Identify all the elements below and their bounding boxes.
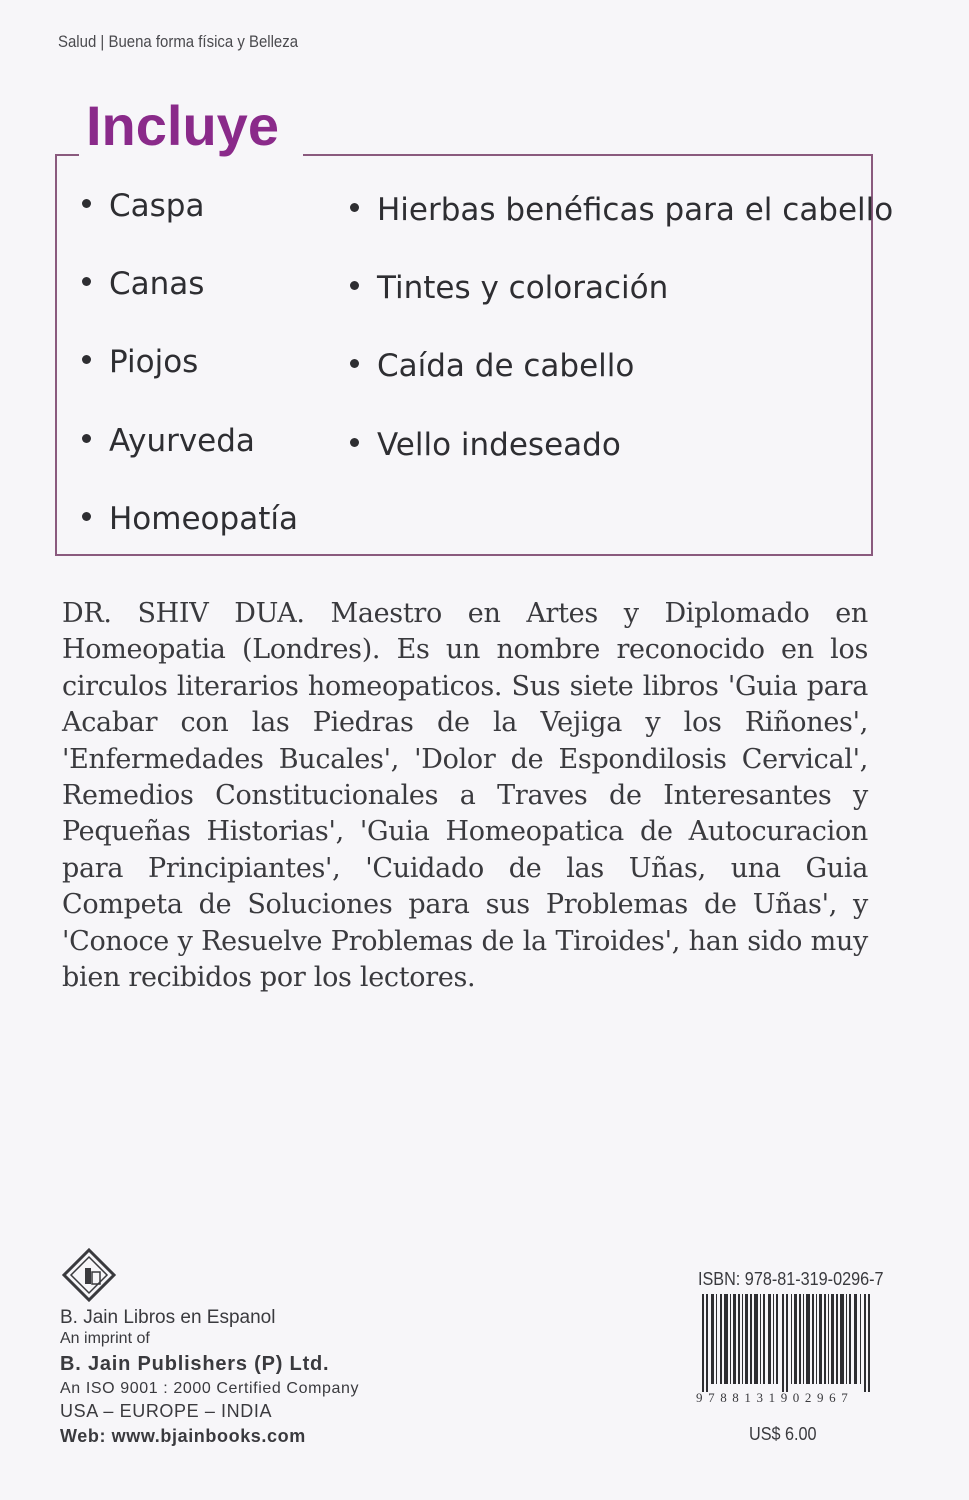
include-item: Ayurveda bbox=[82, 423, 255, 459]
isbn-label: ISBN: 978-81-319-0296-7 bbox=[698, 1269, 884, 1289]
bullet-icon bbox=[350, 203, 359, 212]
include-item: Piojos bbox=[82, 344, 198, 380]
bullet-icon bbox=[350, 281, 359, 290]
include-item: Caída de cabello bbox=[350, 348, 634, 384]
include-item: Tintes y coloración bbox=[350, 270, 668, 306]
website: Web: www.bjainbooks.com bbox=[60, 1426, 306, 1446]
regions: USA – EUROPE – INDIA bbox=[60, 1401, 273, 1421]
author-bio: DR. SHIV DUA. Maestro en Artes y Diplomado en Homeopatia (Londres). Es un nombre reconocido en los circulos literarios homeopaticos. Sus siete libros 'Guia para Acabar con las Piedras de la Vejiga y los Riñones', 'Enfermedades Bucales', 'Dolor de Espondilosis Cervical', Remedios Constitucionales a Traves de Interesantes y Pequeñas Historias', 'Guia Homeopatica de Autocuracion para Principiantes', 'Cuidado de las Uñas, una Guia Competa de Soluciones para sus Problemas de Uñas', y 'Conoce y Resuelve Problemas de la Tiroides', han sido muy bien recibidos por los lectores. bbox=[62, 598, 868, 994]
price-label: US$ 6.00 bbox=[749, 1424, 817, 1444]
include-item: Caspa bbox=[82, 188, 204, 224]
category-label: Salud | Buena forma física y Belleza bbox=[58, 32, 299, 51]
publisher-logo-icon bbox=[62, 1248, 116, 1302]
barcode-icon bbox=[702, 1294, 870, 1392]
include-item: Homeopatía bbox=[82, 501, 298, 537]
imprint-of: An imprint of bbox=[60, 1330, 150, 1347]
includes-title: Incluye bbox=[86, 94, 279, 157]
barcode-digits: 9788131902967 bbox=[696, 1390, 854, 1405]
bullet-icon bbox=[350, 438, 359, 447]
bullet-icon bbox=[82, 277, 91, 286]
imprint-name: B. Jain Libros en Espanol bbox=[60, 1307, 276, 1328]
include-item: Canas bbox=[82, 266, 204, 302]
include-item: Vello indeseado bbox=[350, 427, 621, 463]
bullet-icon bbox=[82, 199, 91, 208]
bullet-icon bbox=[82, 434, 91, 443]
certification: An ISO 9001 : 2000 Certified Company bbox=[60, 1380, 360, 1397]
bullet-icon bbox=[82, 512, 91, 521]
include-item: Hierbas benéficas para el cabello bbox=[350, 192, 893, 228]
publisher-name: B. Jain Publishers (P) Ltd. bbox=[60, 1353, 330, 1375]
bullet-icon bbox=[350, 359, 359, 368]
bullet-icon bbox=[82, 355, 91, 364]
